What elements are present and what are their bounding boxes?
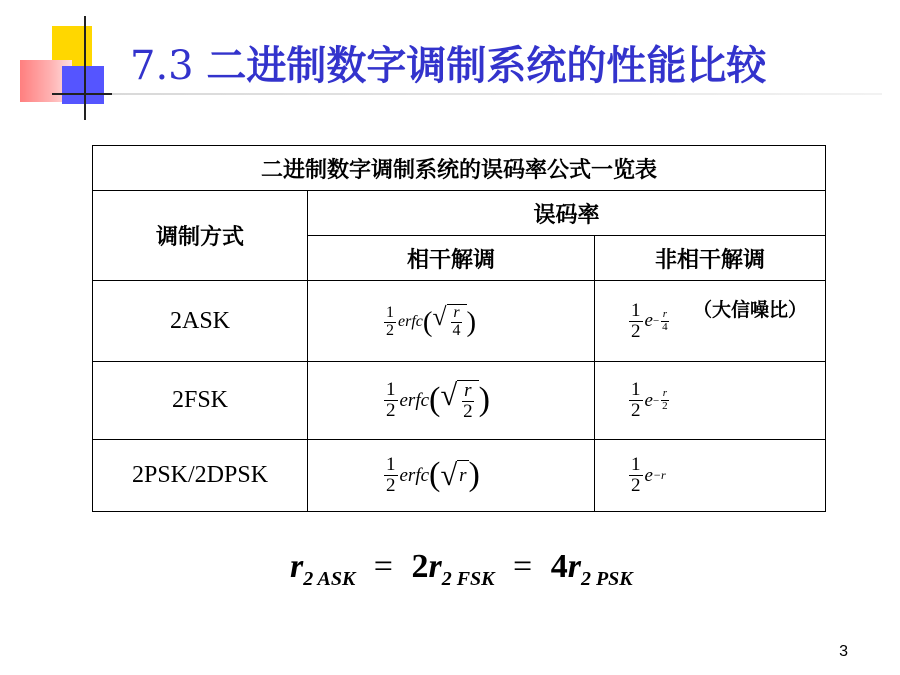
deco-vertical-line: [84, 16, 86, 120]
coherent-formula: $\frac{1}{2}$ erfc ( √ $\frac{r}{4}$ ): [308, 281, 595, 362]
title-number: 7.3: [130, 43, 194, 89]
modulation-name: 2ASK: [93, 281, 308, 362]
error-rate-table: [92, 145, 826, 512]
table-row: [93, 440, 826, 512]
deco-horizontal-line: [52, 93, 112, 95]
error-rate-relation-equation: $r_{2 ASK} = 2r_{2 FSK} = 4r_{2 PSK}$: [290, 548, 633, 590]
coherent-formula: $\frac{1}{2}$ erfc ( √ $\frac{r}{2}$ ): [308, 362, 595, 440]
noncoherent-formula: $\frac{1}{2}$ e − $\frac{r}{4}$ （大信噪比）: [595, 281, 826, 362]
modulation-name: 2FSK: [93, 362, 308, 440]
noncoherent-formula: $\frac{1}{2}$ e − $\frac{r}{2}$: [595, 362, 826, 440]
coherent-formula: $\frac{1}{2}$ erfc ( √ r ): [308, 440, 595, 512]
modulation-name: 2PSK/2DPSK: [93, 440, 308, 512]
note-high-snr: （大信噪比）: [693, 299, 808, 321]
table-row: [93, 281, 826, 362]
header-error-rate: 误码率: [308, 191, 826, 236]
title-text: 二进制数字调制系统的性能比较: [206, 43, 767, 89]
header-noncoherent: 非相干解调: [595, 236, 826, 281]
slide-title: [130, 38, 766, 94]
noncoherent-formula: $\frac{1}{2}$ e −r: [595, 440, 826, 512]
header-coherent: 相干解调: [308, 236, 595, 281]
header-modulation-method: 调制方式: [93, 191, 308, 281]
page-number: 3: [839, 643, 848, 660]
table-caption: 二进制数字调制系统的误码率公式一览表: [93, 146, 826, 191]
deco-blue-block: [62, 66, 104, 104]
table-row: [93, 362, 826, 440]
